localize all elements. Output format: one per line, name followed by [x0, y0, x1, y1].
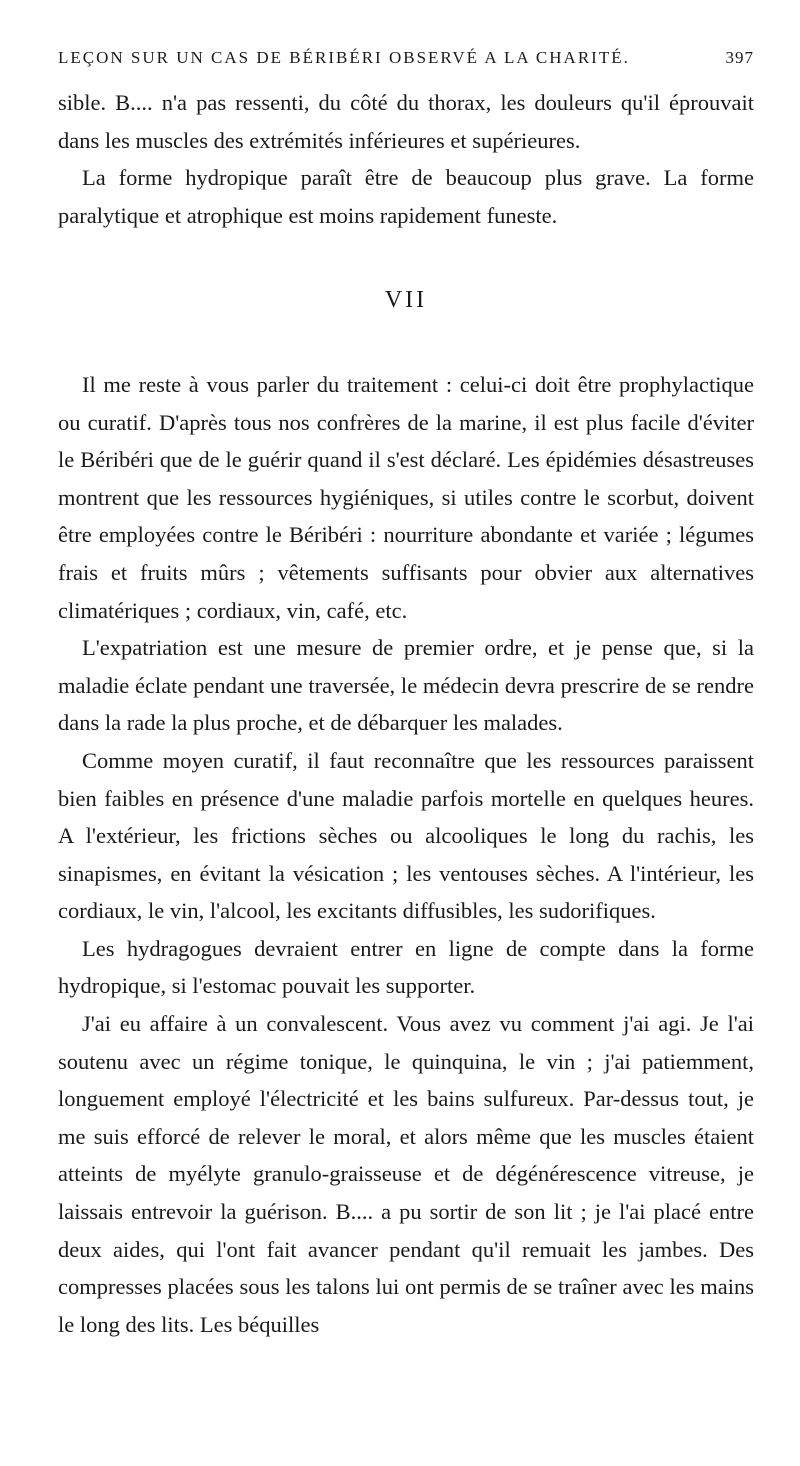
paragraph: Comme moyen curatif, il faut reconnaître que les ressources paraissent bien faibles en présence d'une maladie parfois mortelle en quelques heures. A l'extérieur, les frictions sèches ou alcooliques le long du rachis, les sinapismes, en évitant la vésication ; les ventouses sèches. A l'intérieur, les cordiaux, le vin, l'alcool, les excitants diffusibles, les sudorifiques. — [58, 747, 754, 924]
paragraph: sible. B.... n'a pas ressenti, du côté du thorax, les douleurs qu'il éprouvait dans les muscles des extrémités inférieures et supérieures. — [58, 90, 754, 153]
paragraph: La forme hydropique paraît être de beaucoup plus grave. La forme paralytique et atrophique est moins rapidement funeste. — [58, 165, 754, 228]
running-title: LEÇON SUR UN CAS DE BÉRIBÉRI OBSERVÉ A LA CHARITÉ. — [58, 48, 630, 67]
paragraph: Il me reste à vous parler du traitement : celui-ci doit être prophylactique ou curatif. D'après tous nos confrères de la marine, il est plus facile d'éviter le Béribéri que de le guérir quand il s'est déclaré. Les épidémies désastreuses montrent que les ressources hygiéniques, si utiles contre le scorbut, doivent être employées contre le Béribéri : nourriture abondante et variée ; légumes frais et fruits mûrs ; vêtements suffisants pour obvier aux alternatives climatériques ; cordiaux, vin, café, etc. — [58, 371, 754, 623]
paragraph: L'expatriation est une mesure de premier ordre, et je pense que, si la maladie éclate pendant une traversée, le médecin devra prescrire de se rendre dans la rade la plus proche, et de débarquer les malades. — [58, 635, 754, 736]
running-head — [58, 48, 754, 84]
section-heading: VII — [384, 287, 428, 314]
paragraph: Les hydragogues devraient entrer en ligne de compte dans la forme hydropique, si l'estomac pouvait les supporter. — [58, 935, 754, 999]
page-number: 397 — [725, 48, 754, 67]
paragraph: J'ai eu affaire à un convalescent. Vous avez vu comment j'ai agi. Je l'ai soutenu avec un régime tonique, le quinquina, le vin ; j'ai patiemment, longuement employé l'électricité et les bains sulfureux. Par-dessus tout, je me suis efforcé de relever le moral, et alors même que les muscles étaient atteints de myélyte granulo-graisseuse et de dégénérescence vitreuse, je laissais entrevoir la guérison. B.... a pu sortir de son lit ; je l'ai placé entre deux aides, qui l'ont fait avancer pendant qu'il remuait les jambes. Des compresses placées sous les talons lui ont permis de se traîner avec les mains le long des lits. Les béquilles — [58, 1011, 754, 1337]
body-text — [58, 84, 754, 1343]
